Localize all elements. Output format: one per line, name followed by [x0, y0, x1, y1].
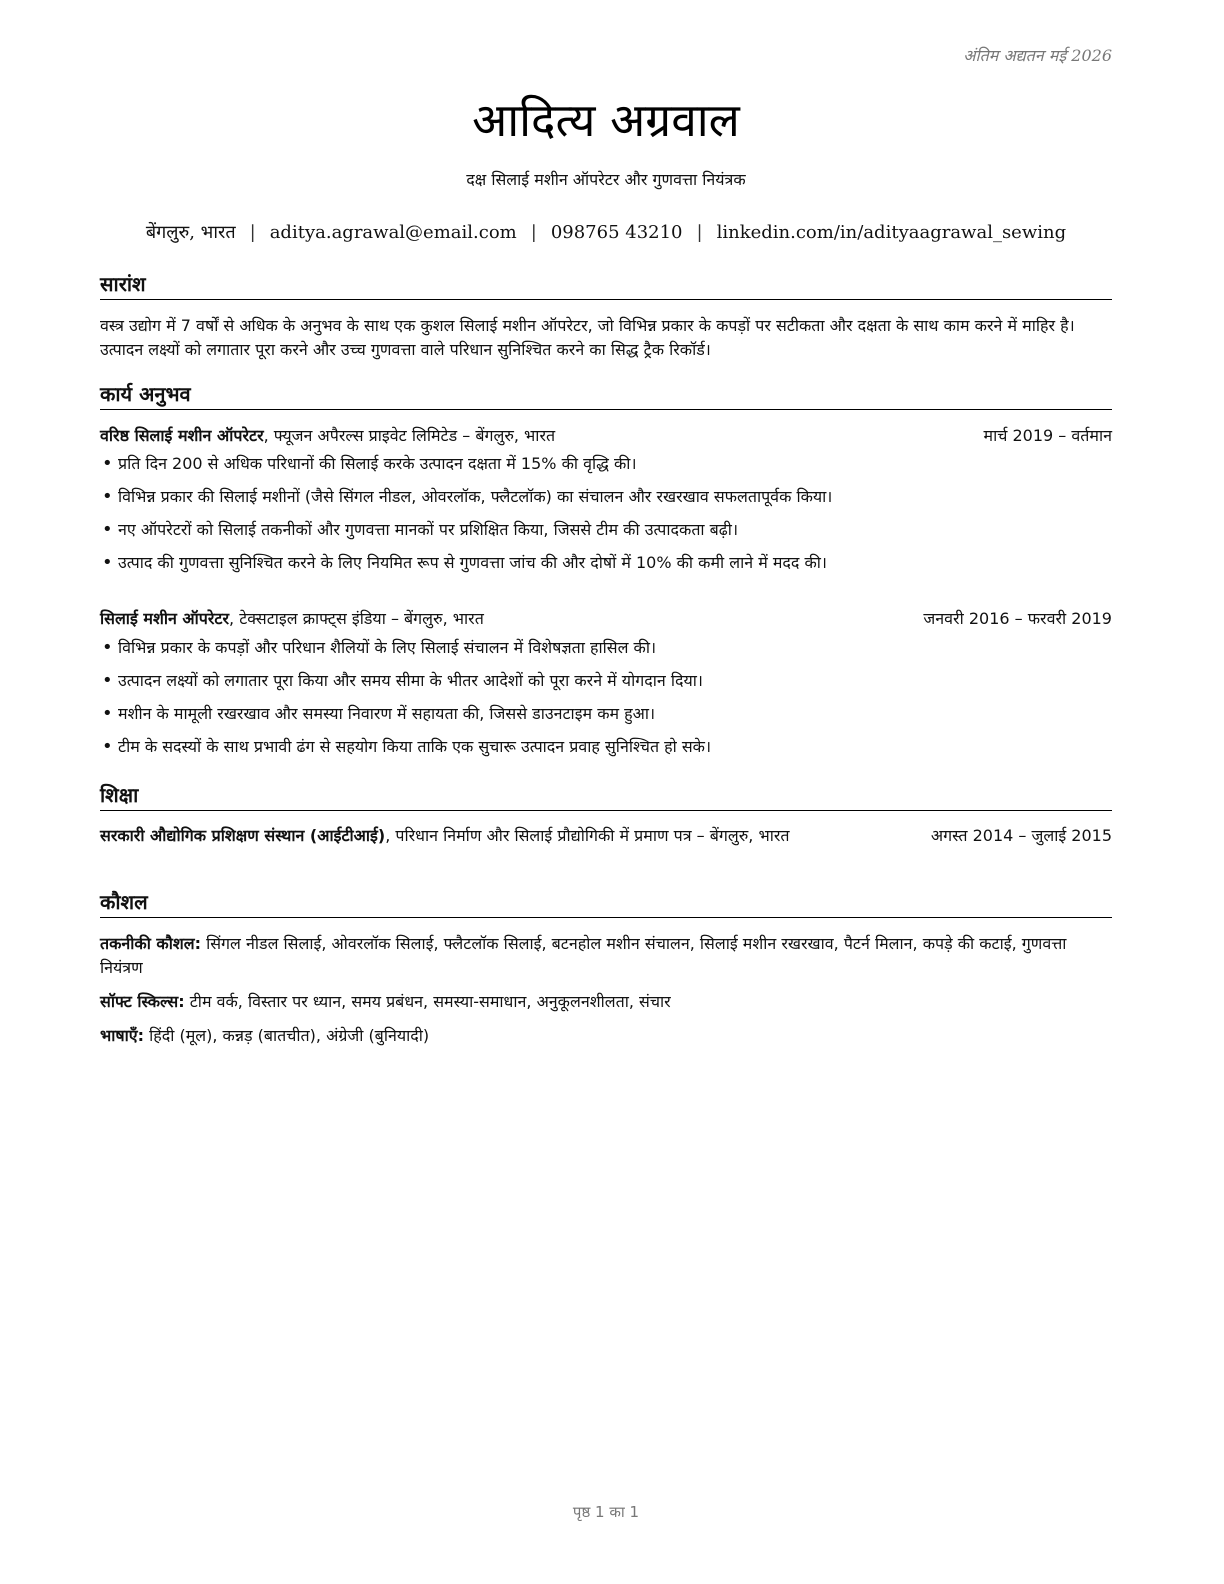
section-title-experience: कार्य अनुभव	[100, 380, 1112, 410]
list-item: • उत्पाद की गुणवत्ता सुनिश्चित करने के लिए नियमित रूप से गुणवत्ता जांच की और दोषों में 10% की कमी लाने में मदद की।	[100, 551, 1112, 584]
summary-text: वस्त्र उद्योग में 7 वर्षों से अधिक के अनुभव के साथ एक कुशल सिलाई मशीन ऑपरेटर, जो विभिन्न प्रकार के कपड़ों पर सटीकता और दक्षता के साथ काम करने में माहिर है। उत्पादन लक्ष्यों को लगातार पूरा करने और उच्च गुणवत्ता वाले परिधान सुनिश्चित करने का सिद्ध ट्रैक रिकॉर्ड।	[100, 316, 1075, 359]
list-item: • विभिन्न प्रकार के कपड़ों और परिधान शैलियों के लिए सिलाई संचालन में विशेषज्ञता हासिल की।	[100, 636, 1112, 669]
education-detail: , परिधान निर्माण और सिलाई प्रौद्योगिकी में प्रमाण पत्र – बेंगलुरु, भारत	[385, 826, 790, 845]
contact-separator: |	[530, 222, 537, 243]
skill-technical	[100, 932, 1112, 980]
job-bullets	[100, 636, 1112, 768]
page-number: पृष्ठ 1 का 1	[572, 1503, 640, 1521]
contact-phone: 098765 43210	[550, 222, 683, 243]
skill-label: भाषाएँ:	[100, 1026, 145, 1045]
resume-page	[100, 0, 1112, 1584]
skill-value: सिंगल नीडल सिलाई, ओवरलॉक सिलाई, फ्लैटलॉक सिलाई, बटनहोल मशीन संचालन, सिलाई मशीन रखरखाव, पैटर्न मिलान, कपड़े की कटाई, गुणवत्ता नियंत्रण	[100, 934, 1067, 977]
contact-separator: |	[249, 222, 256, 243]
job-company: , टेक्सटाइल क्राफ्ट्स इंडिया – बेंगलुरु, भारत	[229, 609, 484, 628]
list-item: • प्रति दिन 200 से अधिक परिधानों की सिलाई करके उत्पादन दक्षता में 15% की वृद्धि की।	[100, 452, 1112, 485]
skill-label: सॉफ्ट स्किल्स:	[100, 992, 185, 1011]
education-dates: अगस्त 2014 – जुलाई 2015	[930, 826, 1112, 845]
skill-soft	[100, 990, 1112, 1014]
job-dates: मार्च 2019 – वर्तमान	[983, 426, 1112, 445]
candidate-name: आदित्य अग्रवाल	[472, 93, 740, 147]
job-header	[100, 607, 1112, 629]
list-item: • विभिन्न प्रकार की सिलाई मशीनों (जैसे सिंगल नीडल, ओवरलॉक, फ्लैटलॉक) का संचालन और रखरखाव सफलतापूर्वक किया।	[100, 485, 1112, 518]
skill-languages	[100, 1024, 1112, 1048]
section-title-skills: कौशल	[100, 888, 1112, 918]
tagline: दक्ष सिलाई मशीन ऑपरेटर और गुणवत्ता नियंत्रक	[466, 170, 746, 189]
contact-linkedin[interactable]: linkedin.com/in/adityaagrawal_sewing	[716, 222, 1067, 243]
section-title-education: शिक्षा	[100, 781, 1112, 811]
contact-email[interactable]: aditya.agrawal@email.com	[269, 222, 517, 243]
skill-label: तकनीकी कौशल:	[100, 934, 201, 953]
last-updated: अंतिम अद्यतन मई 2026	[963, 46, 1112, 65]
job-title: वरिष्ठ सिलाई मशीन ऑपरेटर	[100, 426, 264, 445]
job-title: सिलाई मशीन ऑपरेटर	[100, 609, 230, 628]
education-institution: सरकारी औद्योगिक प्रशिक्षण संस्थान (आईटीआई)	[100, 826, 386, 845]
list-item: • मशीन के मामूली रखरखाव और समस्या निवारण में सहायता की, जिससे डाउनटाइम कम हुआ।	[100, 702, 1112, 735]
contact-location: बेंगलुरु, भारत	[145, 222, 236, 243]
contact-separator: |	[696, 222, 703, 243]
list-item: • उत्पादन लक्ष्यों को लगातार पूरा किया और समय सीमा के भीतर आदेशों को पूरा करने में योगदान दिया।	[100, 669, 1112, 702]
education-text	[100, 824, 890, 848]
list-item: • टीम के सदस्यों के साथ प्रभावी ढंग से सहयोग किया ताकि एक सुचारू उत्पादन प्रवाह सुनिश्चित हो सके।	[100, 735, 1112, 768]
job-company: , फ्यूजन अपैरल्स प्राइवेट लिमिटेड – बेंगलुरु, भारत	[263, 426, 556, 445]
skill-value: हिंदी (मूल), कन्नड़ (बातचीत), अंग्रेजी (बुनियादी)	[144, 1026, 430, 1045]
job-bullets	[100, 452, 1112, 584]
section-title-summary: सारांश	[100, 270, 1112, 300]
education-entry	[100, 824, 1112, 848]
list-item: • नए ऑपरेटरों को सिलाई तकनीकों और गुणवत्ता मानकों पर प्रशिक्षित किया, जिससे टीम की उत्पादकता बढ़ी।	[100, 518, 1112, 551]
contact-line	[100, 220, 1112, 244]
job-header	[100, 424, 1112, 446]
skill-value: टीम वर्क, विस्तार पर ध्यान, समय प्रबंधन, समस्या-समाधान, अनुकूलनशीलता, संचार	[184, 992, 671, 1011]
job-dates: जनवरी 2016 – फरवरी 2019	[923, 609, 1112, 628]
